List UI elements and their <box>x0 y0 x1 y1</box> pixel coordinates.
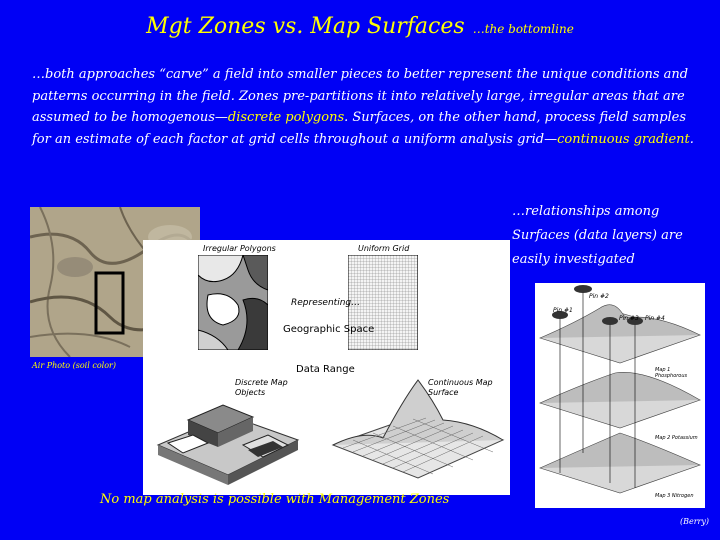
surface-layer-2 <box>540 372 700 428</box>
label-representing: Representing… <box>291 298 361 308</box>
title-main: Mgt Zones vs. Map Surfaces <box>146 14 465 39</box>
label-irregular-polygons: Irregular Polygons <box>203 244 276 253</box>
para-part3: . <box>689 131 694 147</box>
intro-paragraph <box>32 64 707 150</box>
relationships-text: …relationships among Surfaces (data layers) are easily investigated <box>512 204 683 267</box>
pin-2-label: Pin #2 <box>589 293 609 300</box>
para-part1: …both approaches “carve” a field into smaller pieces to better represent the unique conditions and patterns occurring in the field. Zones pre-partitions it into relatively large, irregular areas that are assumed to be homogenous— <box>32 67 689 125</box>
irregular-polygons-map <box>198 255 268 350</box>
map-1-label: Map 1 Phosphorous <box>655 367 688 379</box>
map-3-label: Map 3 Nitrogen <box>655 493 694 499</box>
pin-3-label: Pin #3 <box>619 315 639 322</box>
label-discrete-map-objects: Discrete Map Objects <box>235 378 288 397</box>
air-photo-caption: Air Photo (soil color) <box>32 361 116 370</box>
map-2-label: Map 2 Potassium <box>655 435 698 441</box>
para-part2: . Surfaces, on the other hand, process field samples for an estimate of each factor at grid cells throughout a uniform analysis grid— <box>32 110 687 147</box>
pin-4-label: Pin #4 <box>645 315 665 322</box>
stacked-surfaces-figure <box>535 283 705 508</box>
para-highlight-discrete: discrete polygons <box>227 110 345 125</box>
pin-1-label: Pin #1 <box>553 307 573 314</box>
slide-title <box>0 14 720 39</box>
zones-vs-surfaces-figure <box>143 240 510 495</box>
label-continuous-map-surface: Continuous Map Surface <box>428 378 493 397</box>
label-data-range: Data Range <box>296 364 355 375</box>
surface-layer-3 <box>540 433 700 493</box>
credit: (Berry) <box>680 517 710 526</box>
label-uniform-grid: Uniform Grid <box>358 244 410 253</box>
label-geographic-space: Geographic Space <box>283 324 375 335</box>
para-highlight-continuous: continuous gradient <box>557 131 690 147</box>
title-sub: …the bottomline <box>472 22 574 36</box>
bottom-note: No map analysis is possible with Management Zones <box>100 492 450 507</box>
